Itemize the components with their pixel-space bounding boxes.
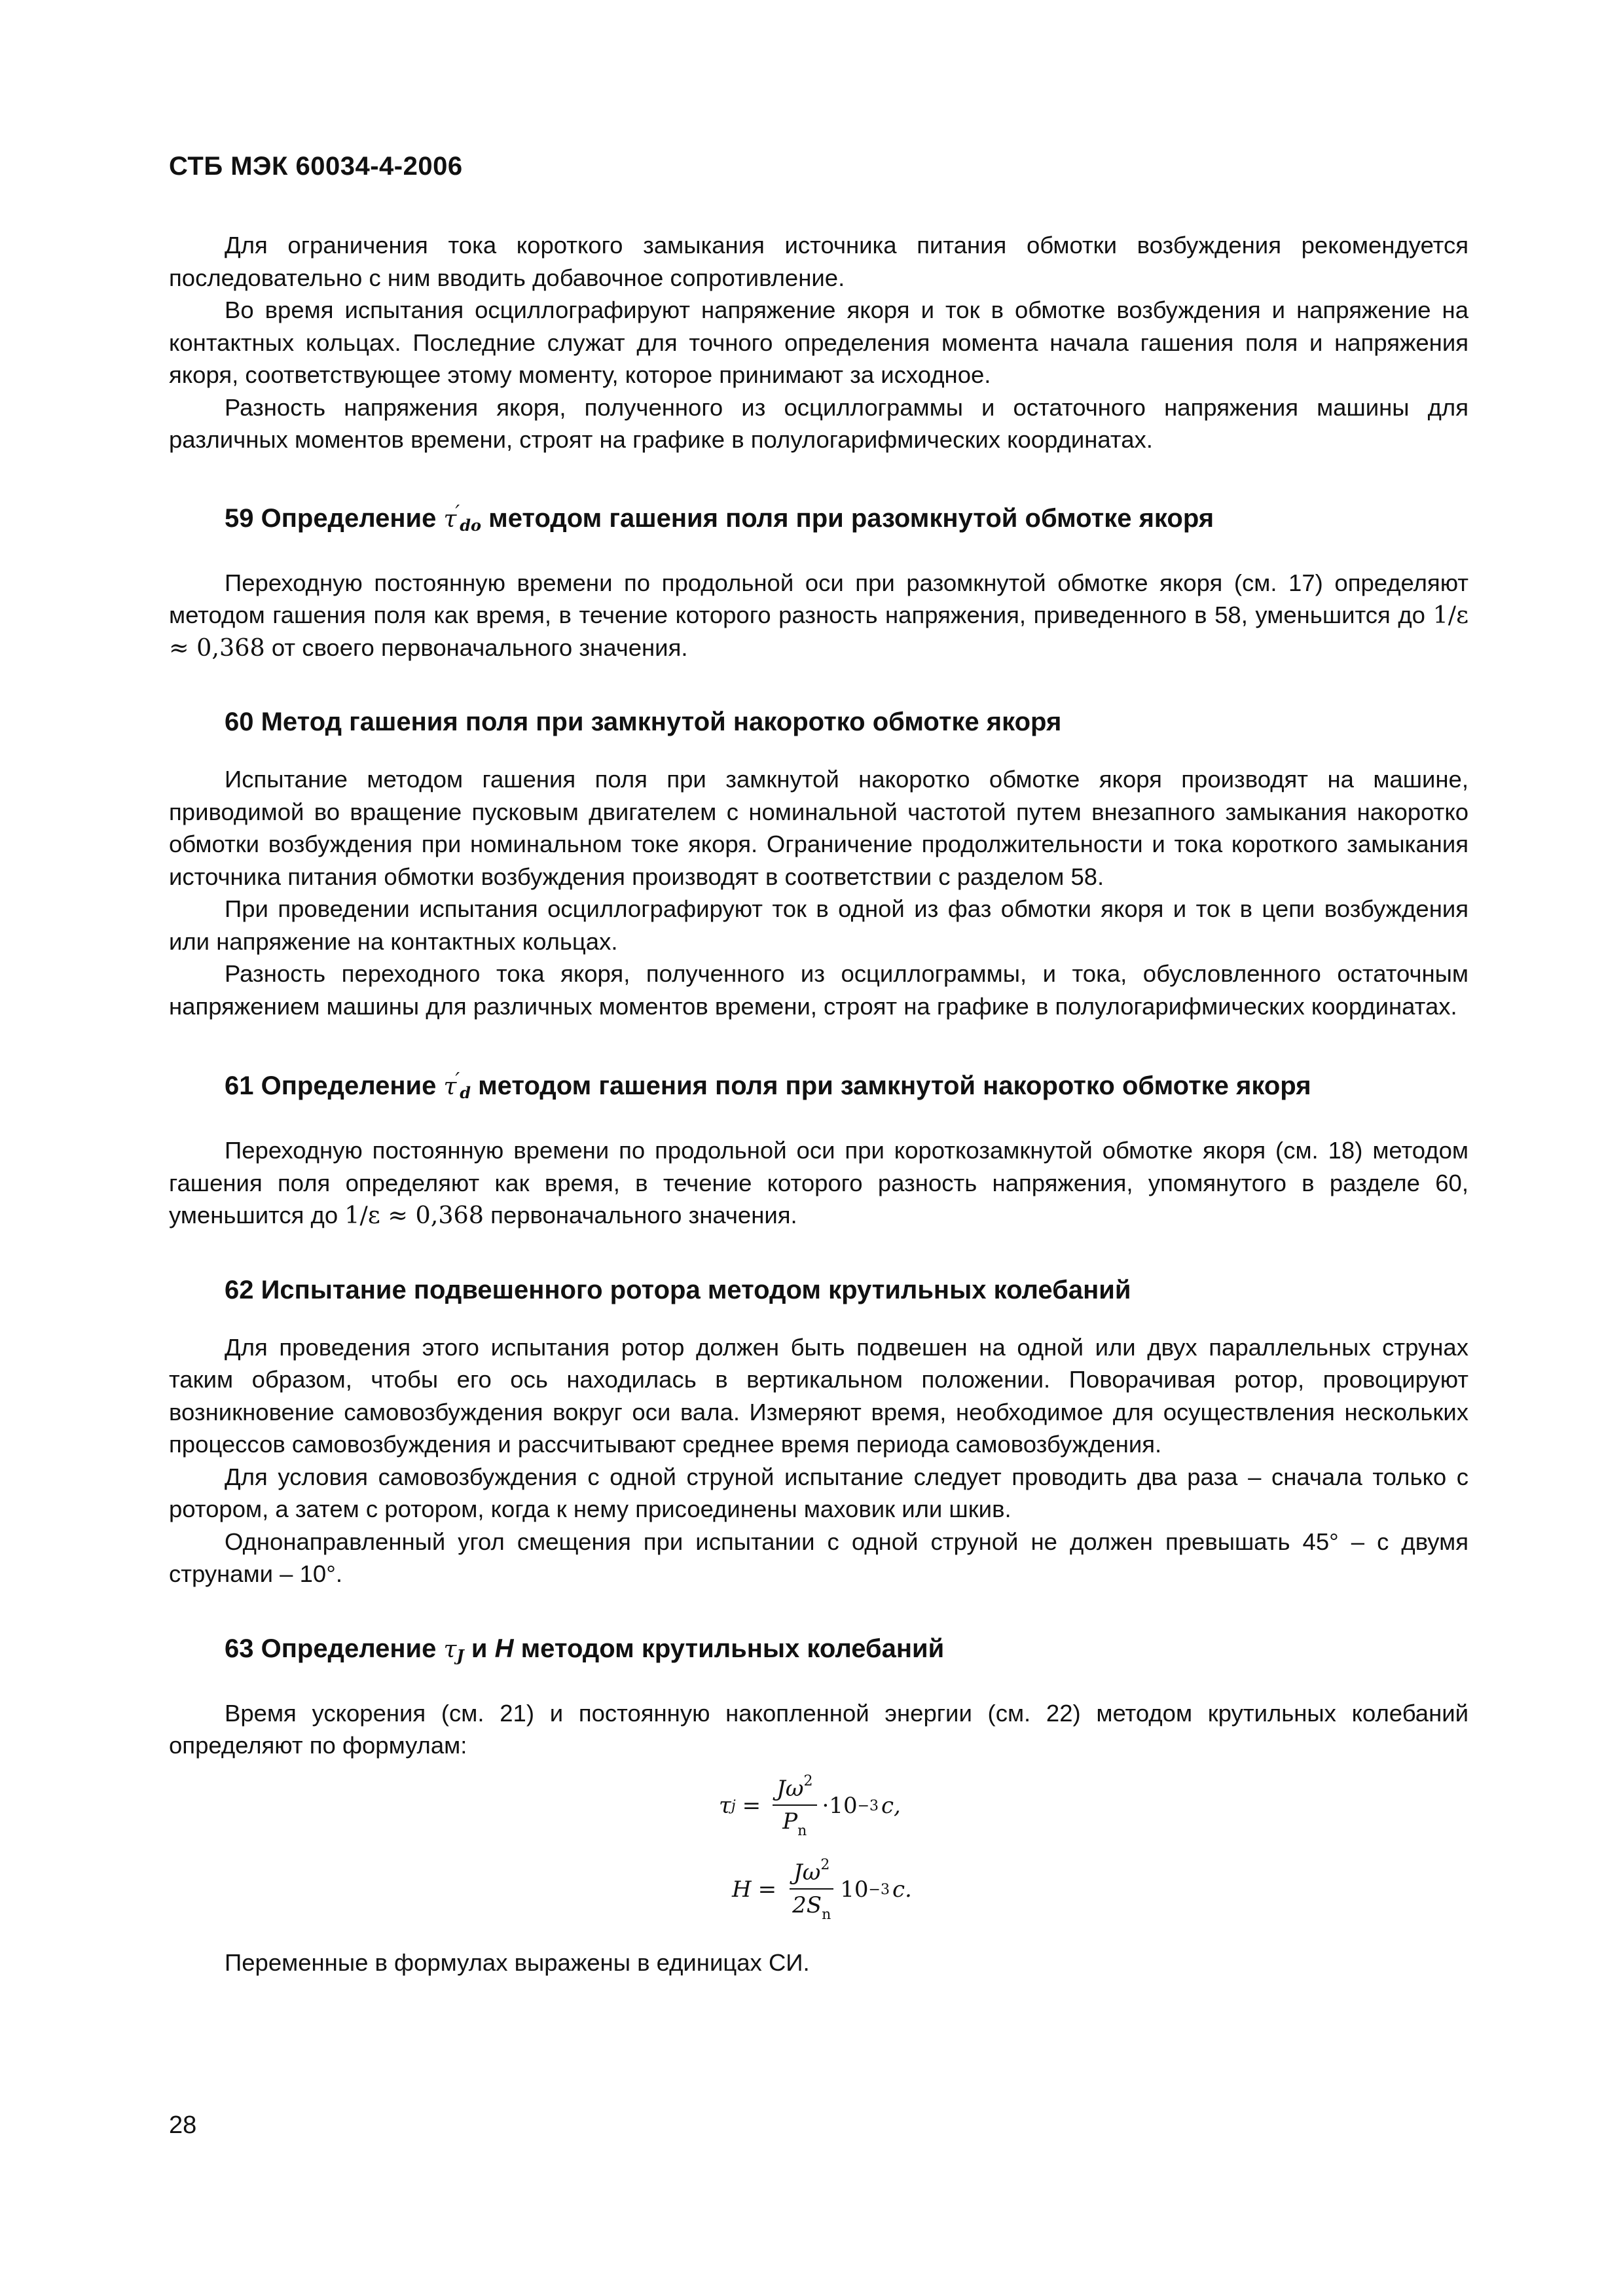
prime-mark: ′ xyxy=(455,1069,460,1092)
intro-paragraph-3: Разность напряжения якоря, полученного из осциллограммы и остаточного напряжения машины для различных моментов времени, строят на графике в полулогарифмических координатах. xyxy=(169,393,1468,453)
formula-tau-j xyxy=(719,1768,901,1844)
section-59-text-post: от своего первоначального значения. xyxy=(271,634,688,661)
formula-1-numerator xyxy=(773,1768,816,1806)
formula-1-equals: = xyxy=(742,1792,761,1819)
tau-j-symbol xyxy=(443,1636,464,1663)
section-61-paragraph xyxy=(169,1134,1468,1232)
formula-1-num-sup: 2 xyxy=(803,1772,813,1789)
formula-2-lhs: H xyxy=(732,1876,752,1903)
formula-2-den-text: 2S xyxy=(792,1892,822,1918)
formula-2-multiplier: 10 xyxy=(840,1876,869,1903)
formula-2-numerator xyxy=(790,1852,833,1890)
section-62-paragraph-3: Однонаправленный угол смещения при испытании с одной струной не должен превышать 45° – с двумя струнами – 10°. xyxy=(169,1528,1468,1587)
formula-1-unit: c, xyxy=(881,1792,901,1819)
section-59-text-pre: Переходную постоянную времени по продольной оси при разомкнутой обмотке якоря (см. 17) определяют методом гашения поля как время, в течение которого разность напряжения, приведенного в 58, уменьшится до xyxy=(169,569,1468,628)
section-63-heading-pre: 63 Определение xyxy=(225,1634,437,1663)
section-60-paragraph-2: При проведении испытания осциллографируют ток в одной из фаз обмотки якоря и ток в цепи возбуждения или напряжение на контактных кольцах. xyxy=(169,895,1468,955)
formula-1-fraction xyxy=(773,1768,816,1844)
formula-block xyxy=(169,1768,1468,1932)
section-63-heading-h: H xyxy=(494,1634,514,1663)
section-62-paragraph-1: Для проведения этого испытания ротор должен быть подвешен на одной или двух параллельных струнах таким образом, чтобы его ось находилась в вертикальном положении. Поворачивая ротор, провоцируют возникновение самовозбуждения вокруг оси вала. Измеряют время, необходимое для осуществления нескольких процессов самовозбуждения и рассчитывают среднее время периода самовозбуждения. xyxy=(169,1333,1468,1458)
section-59-heading xyxy=(169,497,1468,542)
intro-paragraph-1: Для ограничения тока короткого замыкания источника питания обмотки возбуждения рекомендуется последовательно с ним вводить добавочное сопротивление. xyxy=(169,232,1468,291)
formula-2-equals: = xyxy=(757,1876,777,1903)
section-62-paragraph-2: Для условия самовозбуждения с одной струной испытание следует проводить два раза – сначала только с ротором, а затем с ротором, когда к нему присоединены маховик или шкив. xyxy=(169,1463,1468,1522)
tau-symbol: τ xyxy=(443,1636,457,1663)
section-61-heading-pre: 61 Определение xyxy=(225,1071,437,1100)
section-63-paragraph-2: Переменные в формулах выражены в единицах СИ. xyxy=(225,1948,810,1976)
formula-2-exponent: −3 xyxy=(868,1881,890,1898)
section-63-heading-and: и xyxy=(471,1634,488,1663)
section-62-heading: 62 Испытание подвешенного ротора методом крутильных колебаний xyxy=(225,1275,1131,1304)
section-63-heading-post: методом крутильных колебаний xyxy=(520,1634,945,1663)
page-content xyxy=(169,229,1468,1979)
section-60-paragraph-3: Разность переходного тока якоря, полученного из осциллограммы, и тока, обусловленного остаточным напряжением машины для различных моментов времени, строят на графике в полулогарифмических координатах. xyxy=(169,960,1468,1020)
tau-symbol: τ xyxy=(443,1073,457,1100)
formula-1-multiplier: ·10 xyxy=(822,1792,858,1819)
section-63-heading xyxy=(169,1632,1468,1672)
section-61-text-post: первоначального значения. xyxy=(490,1202,797,1229)
formula-2-num-text: Jω xyxy=(793,1859,821,1886)
section-59-heading-post: методом гашения поля при разомкнутой обмотке якоря xyxy=(488,503,1214,533)
tau-do-symbol xyxy=(443,501,481,535)
section-59-math: 1/ε ≈ 0,368 xyxy=(169,601,1468,662)
section-61-heading xyxy=(169,1064,1468,1109)
tau-subscript: J xyxy=(456,1645,464,1665)
tau-symbol: τ xyxy=(443,505,457,533)
formula-1-den-text: P xyxy=(782,1808,798,1835)
formula-1-lhs: τ xyxy=(719,1792,731,1819)
section-61-heading-post: методом гашения поля при замкнутой накоротко обмотке якоря xyxy=(478,1071,1311,1100)
formula-2-fraction xyxy=(788,1852,835,1928)
formula-h xyxy=(732,1852,912,1928)
prime-mark: ′ xyxy=(455,501,460,524)
page-number: 28 xyxy=(169,2111,197,2139)
section-60-paragraph-1: Испытание методом гашения поля при замкнутой накоротко обмотке якоря производят на машине, приводимой во вращение пусковым двигателем с номинальной частотой путем внезапного замыкания накоротко обмотки возбуждения при номинальном токе якоря. Ограничение продолжительности и тока короткого замыкания источника питания обмотки возбуждения производят в соответствии с разделом 58. xyxy=(169,766,1468,890)
section-59-paragraph xyxy=(169,567,1468,664)
intro-paragraph-2: Во время испытания осциллографируют напряжение якоря и ток в обмотке возбуждения и напряжение на контактных кольцах. Последние служат для точного определения момента начала гашения поля и напряжения якоря, соответствующее этому моменту, которое принимают за исходное. xyxy=(169,296,1468,388)
tau-subscript: d xyxy=(460,1083,471,1102)
section-60-heading: 60 Метод гашения поля при замкнутой накоротко обмотке якоря xyxy=(225,708,1062,736)
tau-d-symbol xyxy=(443,1069,471,1102)
formula-1-num-text: Jω xyxy=(776,1775,804,1802)
formula-1-lhs-sub: j xyxy=(731,1797,736,1814)
section-61-math: 1/ε ≈ 0,368 xyxy=(344,1201,484,1229)
formula-2-num-sup: 2 xyxy=(820,1856,830,1873)
tau-subscript: do xyxy=(460,515,481,535)
section-63-paragraph-1: Время ускорения (см. 21) и постоянную накопленной энергии (см. 22) методом крутильных колебаний определяют по формулам: xyxy=(169,1699,1468,1759)
formula-2-unit: c. xyxy=(892,1876,912,1903)
section-59-heading-pre: 59 Определение xyxy=(225,503,437,533)
formula-2-den-sub: n xyxy=(822,1906,831,1923)
formula-1-denominator xyxy=(778,1806,811,1844)
formula-2-denominator xyxy=(788,1890,835,1928)
formula-1-den-sub: n xyxy=(797,1822,807,1839)
formula-1-exponent: −3 xyxy=(857,1797,879,1814)
section-61-text-pre: Переходную постоянную времени по продольной оси при короткозамкнутой обмотке якоря (см. 18) методом гашения поля определяют как время, в течение которого разность напряжения, упомянутого в разделе 60, уменьшится до xyxy=(169,1137,1468,1229)
document-code-header: СТБ МЭК 60034-4-2006 xyxy=(169,152,463,181)
